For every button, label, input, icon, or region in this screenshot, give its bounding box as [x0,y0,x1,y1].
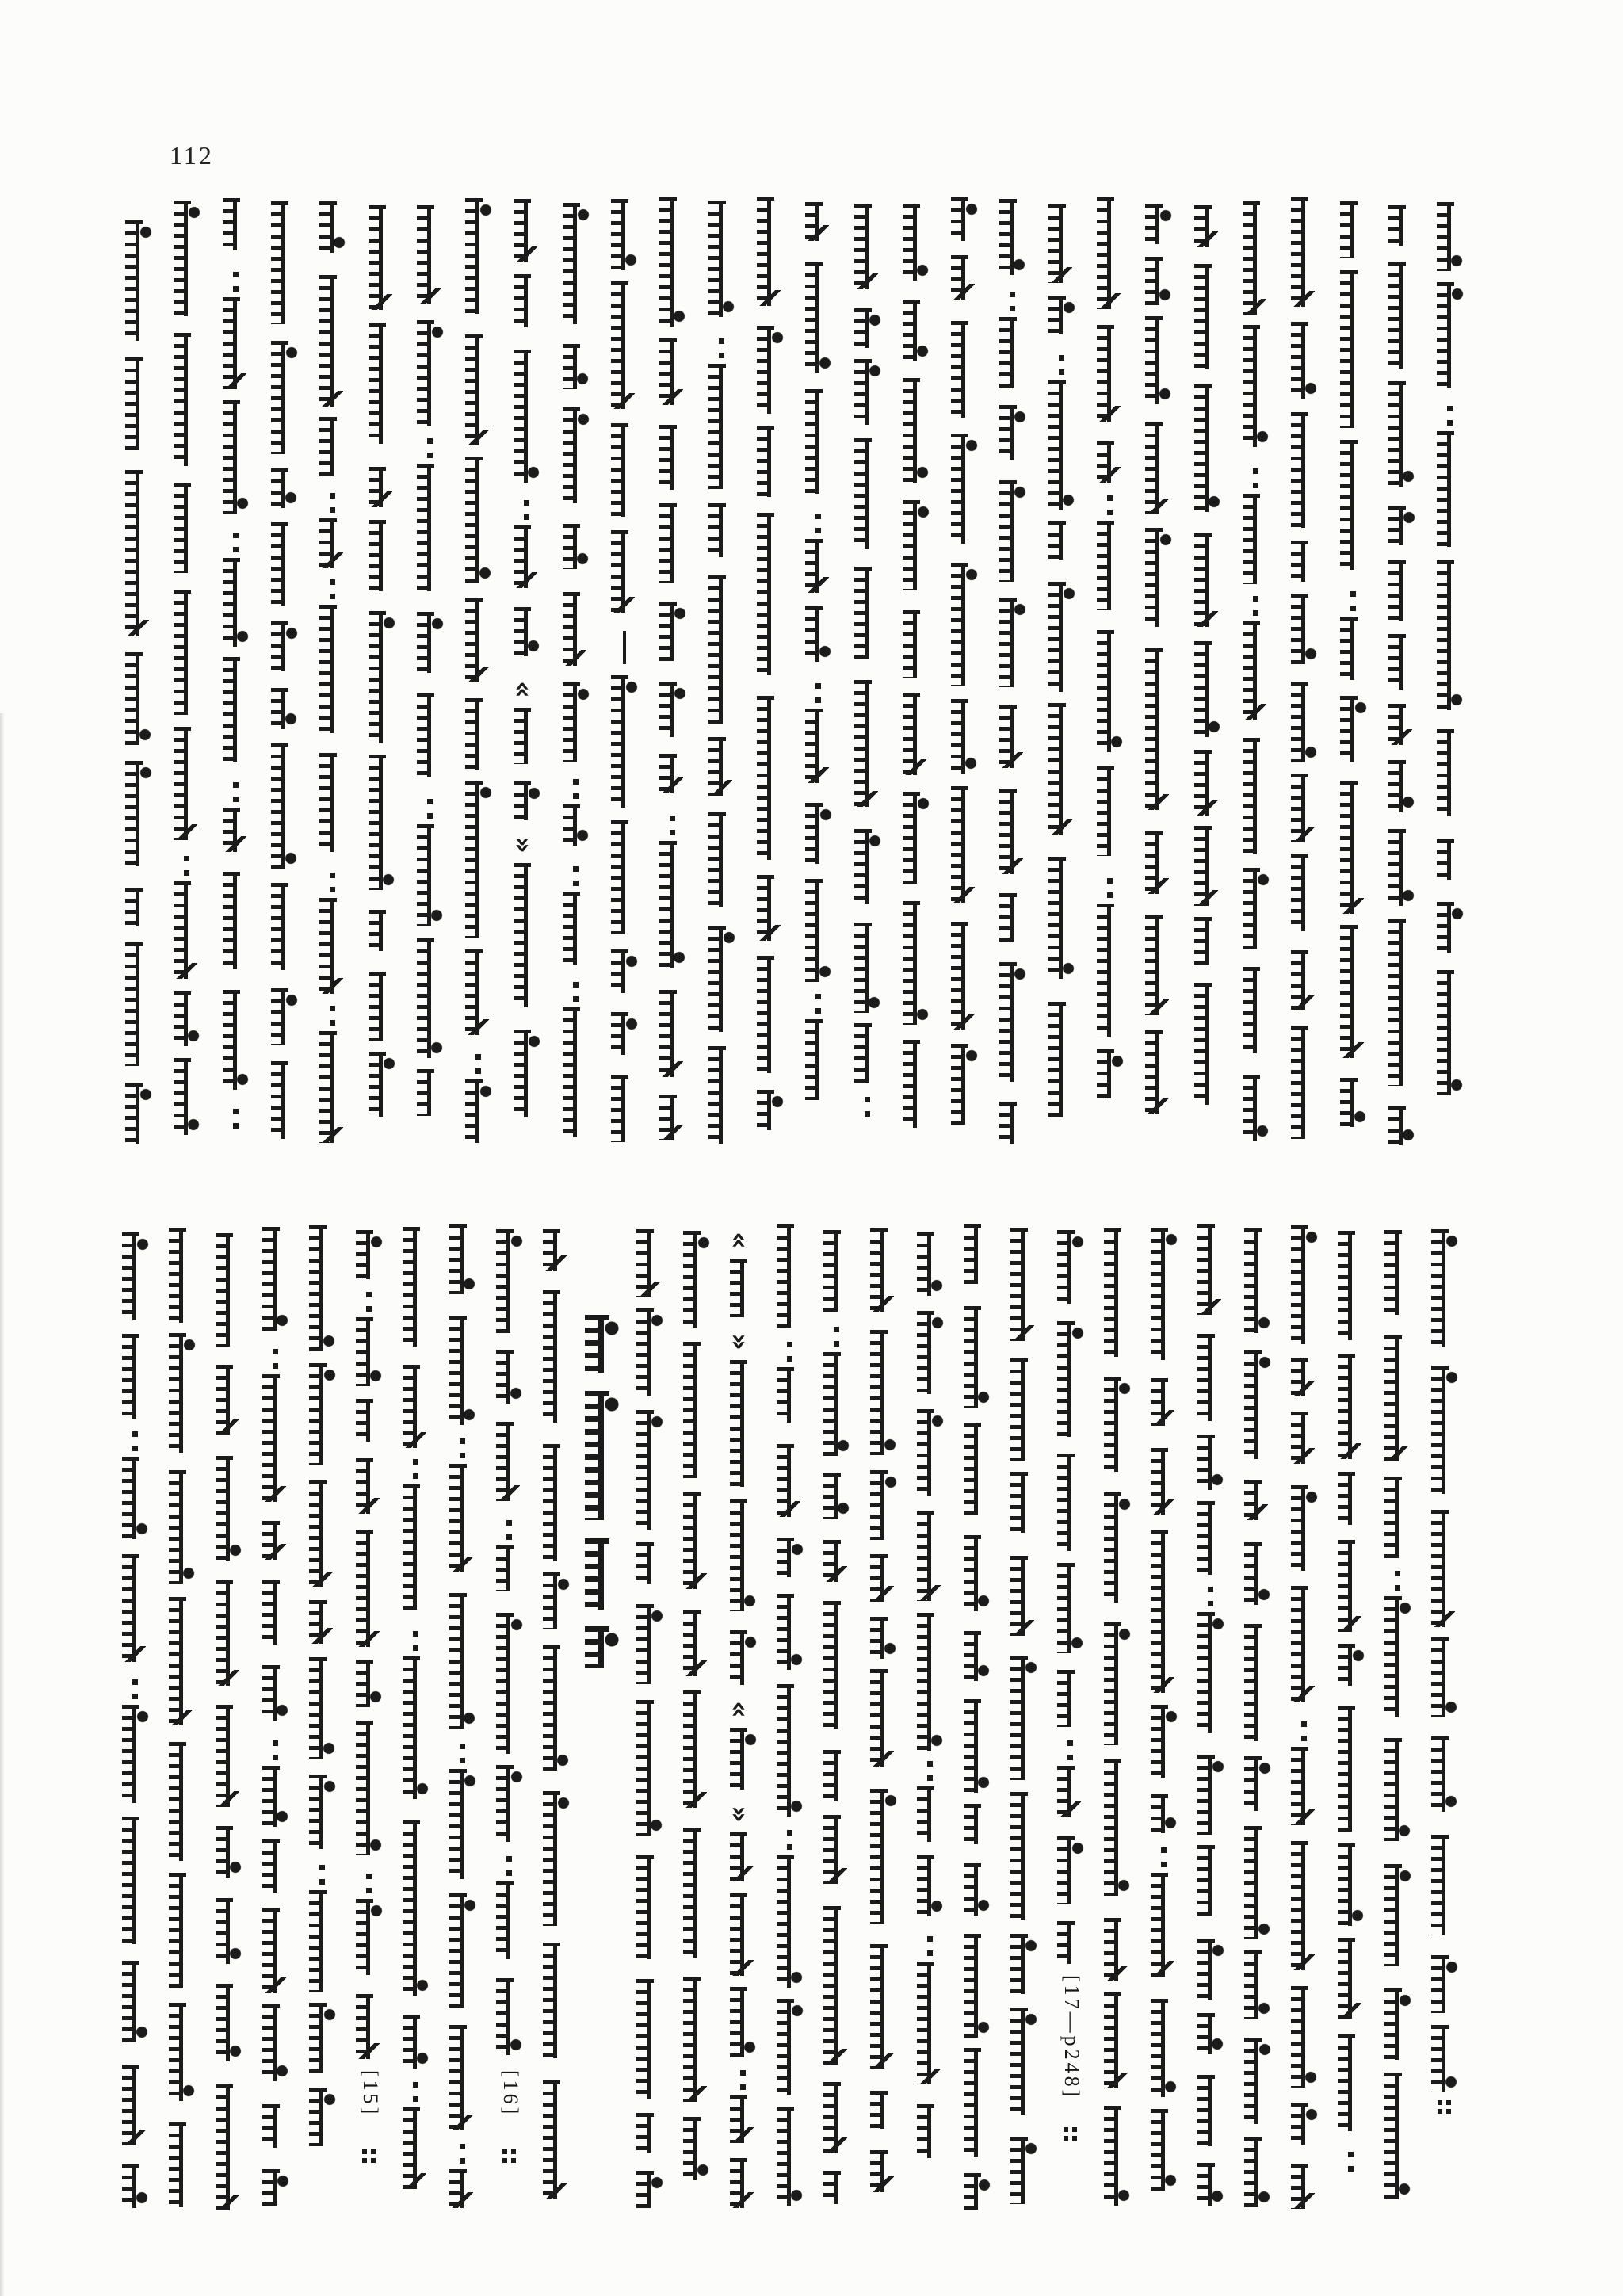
script-word [964,1699,991,1793]
script-word [917,1511,944,1601]
script-word [777,1594,804,1670]
punctuation-dots [1208,1587,1213,1606]
punctuation-dots [927,1936,933,1956]
script-word [1197,1224,1224,1315]
punctuation-dots [413,2082,418,2102]
script-word [543,1791,570,1926]
script-word [917,1311,944,1394]
script-word [1431,1955,1458,2013]
script-word [1057,1321,1084,1437]
script-word [216,1984,242,2061]
script-word [543,1572,570,1629]
script-word [169,1597,196,1725]
script-word [777,1999,804,2095]
script-word [122,1705,149,1803]
script-word [122,1457,149,1539]
script-word [449,1464,476,1572]
heading-script-word [585,1538,621,1610]
script-word [1338,1706,1365,1832]
script-word [730,1499,757,1611]
script-word [449,1593,476,1729]
script-word [730,2095,757,2143]
script-word [1431,2025,1458,2092]
script-word [403,1656,430,1799]
script-word [356,1458,383,1514]
script-word [730,1832,757,1881]
punctuation-dots [132,1431,138,1451]
script-word [777,1684,804,1817]
script-word [1244,1624,1271,1741]
script-word [1197,1435,1224,1490]
script-word [1057,1670,1084,1727]
punctuation-dots [506,1520,512,1540]
heading-script-word [585,1391,621,1520]
script-word [777,2107,804,2206]
script-word [917,1855,944,1916]
script-word [543,1943,570,2058]
script-word [777,1224,804,1328]
script-word [730,1728,757,1790]
script-word [403,1484,430,1610]
script-word [917,1962,944,2084]
heading-script-word [585,1626,621,1668]
script-word [496,1978,523,2055]
punctuation-dots [273,1349,278,1369]
script-word [449,2169,476,2208]
end-punctuation-dots [502,2149,507,2154]
script-word [122,1961,149,2042]
script-word [169,2003,196,2101]
script-word [1244,1826,1271,1939]
script-word [636,2171,663,2208]
script-word [122,1334,149,1419]
script-word [1057,1836,1084,1904]
script-word [730,1360,757,1487]
script-word [1010,2008,1037,2115]
script-word [917,1409,944,1496]
script-word [1057,1921,1084,1964]
script-word [403,1365,430,1448]
script-word [823,1540,850,1582]
script-word [216,1233,242,1347]
punctuation-dots [460,1744,465,1763]
script-word [964,1863,991,1916]
script-word [1151,1999,1178,2097]
script-word [1010,2137,1037,2204]
script-word [1197,1755,1224,1835]
script-word [870,1330,897,1455]
script-word [262,1227,289,1331]
script-word [1104,1492,1131,1603]
script-word [1104,1759,1131,1896]
punctuation-dots [1301,1721,1307,1741]
script-word [917,2104,944,2158]
script-word [1244,1228,1271,1333]
script-word [1431,1366,1458,1494]
end-punctuation-dots [362,2149,367,2154]
script-word [1384,1738,1411,1841]
script-word [262,1665,289,1721]
script-word [964,1423,991,1515]
script-word [356,1399,383,1442]
script-word [122,1817,149,1944]
script-word [1338,1644,1365,1686]
punctuation-dots [366,1874,372,1893]
script-word [636,2113,663,2153]
script-word [870,1470,897,1540]
punctuation-dots [787,1342,792,1362]
script-word [964,2048,991,2157]
script-word [543,1645,570,1771]
script-word [1010,1358,1037,1461]
script-word [1291,1225,1318,1344]
script-word [636,1979,663,2099]
script-word [1338,1938,1365,2019]
script-word [1338,1472,1365,1525]
script-word [216,1705,242,1807]
script-word [823,2082,850,2153]
script-word [777,1367,804,1423]
script-word [1291,1412,1318,1464]
script-word [1151,1228,1178,1360]
script-word [917,1613,944,1751]
script-word [122,1232,149,1320]
script-word [262,1374,289,1502]
heading-script-word [585,1315,621,1373]
script-word [309,1600,336,1644]
script-word [823,1906,850,2065]
script-word [1384,1988,1411,2060]
script-word [543,1290,570,1423]
script-word [169,1228,196,1323]
script-word [1151,1530,1178,1693]
punctuation-dots [413,1459,418,1479]
script-word [777,1538,804,1577]
script-word [777,1444,804,1517]
script-word [823,1601,850,1729]
script-word [1244,2137,1271,2207]
script-word [122,1554,149,1662]
script-word [823,1815,850,1884]
script-word [1384,1335,1411,1461]
punctuation-dots [787,1830,792,1850]
script-word [1244,1480,1271,1520]
script-word [169,1333,196,1453]
script-word [730,1630,757,1685]
script-word [1291,1841,1318,1970]
script-word [1431,1637,1458,1717]
punctuation-dots [1067,1740,1073,1760]
script-word [636,1604,663,1684]
script-word [683,1690,710,1808]
punctuation-dots [927,1761,933,1781]
script-word [1384,1230,1411,1315]
script-word [496,1765,523,1842]
punctuation-dots [319,1865,325,1885]
script-word [1338,1354,1365,1459]
script-word [403,1227,430,1347]
script-word [1151,1378,1178,1426]
script-word [262,2104,289,2148]
script-word [1010,1556,1037,1636]
script-word [683,1492,710,1589]
script-word [216,1898,242,1964]
script-word [216,1456,242,1561]
script-word [1197,1334,1224,1421]
script-word [1338,1843,1365,1926]
script-word [1291,2103,1318,2145]
script-word [730,1987,757,2057]
script-word [964,1224,991,1284]
script-word [1151,1705,1178,1778]
script-word [496,1881,523,1959]
script-word [309,2088,336,2146]
script-word [777,1855,804,1988]
script-word [1291,1986,1318,2088]
script-word [309,2003,336,2073]
script-word [449,1769,476,1879]
script-word [169,1470,196,1584]
punctuation-dots [1395,1571,1400,1591]
script-word [1057,1563,1084,1653]
script-word [1197,1939,1224,2000]
script-word [216,2084,242,2210]
script-word [1057,1230,1084,1304]
script-word [1291,1586,1318,1702]
script-word [262,1521,289,1560]
script-word [216,1580,242,1686]
script-word [1291,1485,1318,1571]
script-word [1431,1510,1458,1627]
script-word [964,1631,991,1681]
script-word [1384,2073,1411,2199]
script-word [870,1228,897,1312]
script-word [870,1944,897,2069]
script-word [403,2015,430,2069]
script-word [636,1855,663,1959]
script-word [1431,1835,1458,1935]
script-word [262,1839,289,1893]
script-word [262,2169,289,2206]
script-word [122,2164,149,2208]
script-word [1431,1229,1458,1347]
script-word [1338,1231,1365,1340]
script-word [1384,1864,1411,1966]
script-word [870,2150,897,2192]
script-word [496,1422,523,1501]
citation-marker: [16] [499,2070,522,2118]
script-word [1057,1454,1084,1551]
script-word [1104,2106,1131,2206]
script-word [917,1786,944,1842]
script-word [356,1317,383,1386]
script-word [823,2171,850,2204]
quote-open-mark: « [723,1701,755,1718]
citation-marker: [17—p248] [1060,1975,1083,2100]
page-number: 112 [170,141,214,170]
script-word [1010,1656,1037,1780]
script-word [1151,2109,1178,2191]
punctuation-dots [834,1327,839,1347]
script-word [823,1352,850,1456]
script-word [823,1473,850,1519]
script-word [870,1617,897,1659]
punctuation-dots [413,1631,418,1651]
script-word [870,1789,897,1924]
quote-open-mark: « [723,1232,755,1249]
end-punctuation-dots [1064,2127,1068,2132]
script-word [870,1669,897,1767]
script-word [356,1899,383,1975]
quote-close-mark: » [506,836,539,854]
script-word [262,2004,289,2081]
script-word [1010,1934,1037,1994]
punctuation-dots [366,1292,372,1312]
script-word [1291,2164,1318,2209]
script-word [1244,1542,1271,1605]
script-word [1151,1873,1178,1977]
quote-close-mark: » [723,1805,755,1823]
script-word [1104,1918,1131,1981]
end-punctuation-dots [1438,2100,1442,2105]
script-word [1197,1612,1224,1733]
script-word [1197,2013,1224,2054]
script-word [403,2107,430,2189]
script-word [917,1232,944,1296]
script-word [1104,1992,1131,2088]
script-word [964,1306,991,1408]
script-word [1244,1350,1271,1459]
script-word [496,1229,523,1333]
script-word [1244,1756,1271,1811]
script-word [964,1535,991,1611]
punctuation-dots [740,2070,746,2090]
script-word [169,2122,196,2207]
script-word [683,1231,710,1328]
script-word [262,1580,289,1645]
script-word [169,1742,196,1861]
punctuation-dots [506,1856,512,1876]
script-word [1010,1228,1037,1341]
script-word [1104,1622,1131,1745]
script-word [1197,2075,1224,2146]
script-word [823,1230,850,1312]
script-word [449,1893,476,2008]
punctuation-dots [460,2144,465,2164]
script-word [169,1873,196,1988]
script-word [309,1890,336,1992]
script-word [309,1225,336,1351]
script-word [1291,1747,1318,1825]
script-word [730,1893,757,1976]
script-word [543,1229,570,1271]
script-word [262,1908,289,1993]
script-word [1104,1377,1131,1472]
punctuation-dots [1161,1847,1167,1867]
script-word [496,1613,523,1754]
script-word [449,2025,476,2130]
script-word [496,1545,523,1591]
script-word [449,1316,476,1425]
script-word [870,2091,897,2129]
script-word [683,1342,710,1478]
script-word [356,1660,383,1707]
script-word [309,1480,336,1587]
script-word [543,2080,570,2199]
script-word [730,2158,757,2208]
scan-edge-shadow [0,713,5,2296]
script-word [1384,1596,1411,1717]
citation-marker: [15] [359,2070,382,2118]
script-word [683,2117,710,2180]
script-word [449,1224,476,1294]
script-word [1151,1448,1178,1515]
punctuation-dots [460,1438,465,1458]
script-word [1010,1792,1037,1920]
script-word [870,1554,897,1602]
script-word [309,1775,336,1849]
script-word [1197,2163,1224,2206]
script-word [262,1766,289,1827]
script-word [636,1308,663,1396]
script-word [1338,2034,1365,2131]
quote-open-mark: « [506,681,539,698]
script-word [730,1259,757,1317]
script-word [1010,1472,1037,1533]
script-word [683,1828,710,1958]
script-word [1244,2038,1271,2124]
script-word [1338,1540,1365,1632]
script-word [543,1444,570,1561]
script-word [1197,1501,1224,1575]
script-word [216,1365,242,1435]
script-word [1151,1794,1178,1833]
script-word [1431,1736,1458,1812]
script-word [683,1610,710,1676]
script-word [1291,1358,1318,1396]
script-word [403,1820,430,1996]
quote-close-mark: » [723,1333,755,1350]
script-word [636,1542,663,1584]
punctuation-dots [132,1679,138,1699]
script-word [636,1229,663,1297]
script-word [964,2173,991,2210]
script-word [1384,1477,1411,1558]
script-word [636,1410,663,1530]
script-word [683,1977,710,2102]
script-word [823,1750,850,1801]
script-word [1197,1845,1224,1916]
script-word [496,1350,523,1404]
script-word [309,1363,336,1465]
script-word [1244,1950,1271,2019]
script-word [356,1994,383,2059]
script-word [964,1934,991,2038]
script-word [964,1804,991,1844]
script-word [356,1530,383,1647]
script-word [1057,1766,1084,1817]
punctuation-dots [1348,2152,1354,2172]
script-word [636,1700,663,1836]
punctuation-dots [273,1740,278,1760]
script-word [309,1657,336,1759]
script-word [1104,1228,1131,1357]
script-word [356,1230,383,1279]
script-word [216,1826,242,1878]
script-word [122,2065,149,2145]
script-word [356,1721,383,1855]
